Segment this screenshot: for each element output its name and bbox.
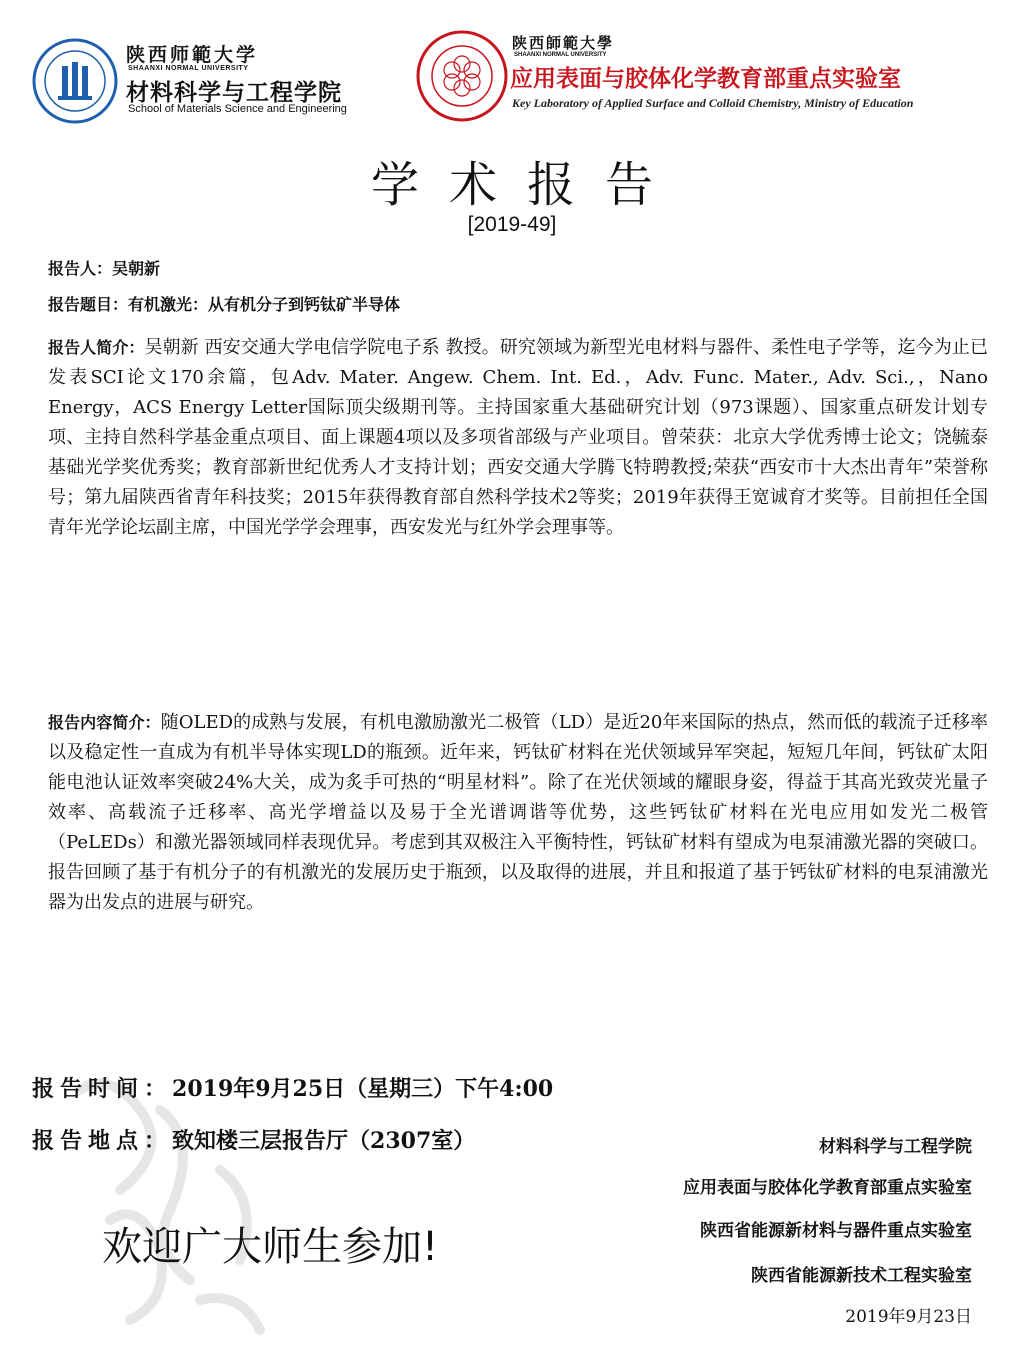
- school-name-en: School of Materials Science and Engineering: [128, 103, 347, 115]
- organizer-2: 应用表面与胶体化学教育部重点实验室: [683, 1178, 972, 1198]
- university-name-en: SHAANXI NORMAL UNIVERSITY: [128, 65, 249, 72]
- topic-title: 有机激光：从有机分子到钙钛矿半导体: [128, 295, 401, 314]
- lab-university-name-en: SHAANXI NORMAL UNIVERSITY: [514, 52, 607, 58]
- speaker-line: [48, 256, 160, 279]
- lab-logo: [416, 30, 1016, 122]
- time-label: 报告时间：: [32, 1077, 173, 1102]
- abstract-label: 报告内容简介：: [48, 713, 161, 732]
- organizer-1: 材料科学与工程学院: [819, 1137, 972, 1157]
- talk-place: [32, 1124, 475, 1155]
- abstract-text: 随OLED的成熟与发展，有机电激励激光二极管（LD）是近20年来国际的热点，然而低的载流子迁移率以及稳定性一直成为有机半导体实现LD的瓶颈。近年来，钙钛矿材料在光伏领域异军突起，短短几年间，钙钛矿太阳能电池认证效率突破24%大关，成为炙手可热的“明星材料”。除了在光伏领域的耀眼身姿，得益于其高光致荧光量子效率、高载流子迁移率、高光学增益以及易于全光谱调谐等优势，这些钙钛矿材料在光电应用如发光二极管（PeLEDs）和激光器领域同样表现优异。考虑到其双极注入平衡特性，钙钛矿材料有望成为电泵浦激光器的突破口。报告回顾了基于有机分子的有机激光的发展历史于瓶颈，以及取得的进展，并且和报道了基于钙钛矿材料的电泵浦激光器为出发点的进展与研究。: [48, 712, 988, 913]
- speaker-bio: [48, 333, 988, 543]
- lab-university-name-cn: 陕西師範大學: [512, 34, 615, 52]
- report-number: [2019-49]: [467, 213, 557, 236]
- school-name-cn: 材料科学与工程学院: [126, 80, 342, 106]
- school-logo: [32, 38, 372, 124]
- page-title: 学术报告: [370, 157, 683, 213]
- university-seal-icon: [32, 38, 118, 124]
- time-value: 2019年9月25日（星期三）下午4:00: [172, 1076, 554, 1102]
- topic-line: [48, 292, 400, 315]
- organizer-4: 陕西省能源新技术工程实验室: [751, 1266, 972, 1286]
- talk-time: [32, 1072, 553, 1103]
- lab-seal-icon: [416, 30, 508, 122]
- place-label: 报告地点：: [32, 1129, 173, 1154]
- bio-text: 吴朝新 西安交通大学电信学院电子系 教授。研究领域为新型光电材料与器件、柔性电子学等，迄今为止已发表SCI论文170余篇，包Adv. Mater. Angew. Chem. Int. Ed.，Adv. Func. Mater., Adv. Sci.,，Nano Energy，ACS Energy Letter国际顶尖级期刊等。主持国家重大基础研究计划（973课题）、国家重点研发计划专项、主持自然科学基金重点项目、面上课题4项以及多项省部级与产业项目。曾荣获：北京大学优秀博士论文；饶毓泰基础光学奖优秀奖；教育部新世纪优秀人才支持计划；西安交通大学腾飞特聘教授;荣获“西安市十大杰出青年”荣誉称号；第九届陕西省青年科技奖；2015年获得教育部自然科学技术2等奖；2019年获得王宽诚育才奖等。目前担任全国青年光学论坛副主席，中国光学学会理事，西安发光与红外学会理事等。: [48, 337, 988, 538]
- speaker-label: 报告人：: [48, 259, 113, 278]
- bio-label: 报告人简介：: [48, 338, 145, 357]
- issue-date: 2019年9月23日: [845, 1307, 972, 1327]
- topic-label: 报告题目：: [48, 295, 129, 314]
- lab-name-en: Key Laboratory of Applied Surface and Colloid Chemistry, Ministry of Education: [512, 96, 914, 110]
- welcome-message: 欢迎广大师生参加!: [102, 1224, 439, 1270]
- organizer-3: 陕西省能源新材料与器件重点实验室: [700, 1221, 972, 1241]
- place-value: 致知楼三层报告厅（2307室）: [172, 1128, 476, 1154]
- speaker-name: 吴朝新: [112, 259, 161, 278]
- lab-name-cn: 应用表面与胶体化学教育部重点实验室: [510, 66, 901, 92]
- talk-abstract: [48, 708, 988, 918]
- university-name-cn: 陕西师範大学: [126, 44, 259, 66]
